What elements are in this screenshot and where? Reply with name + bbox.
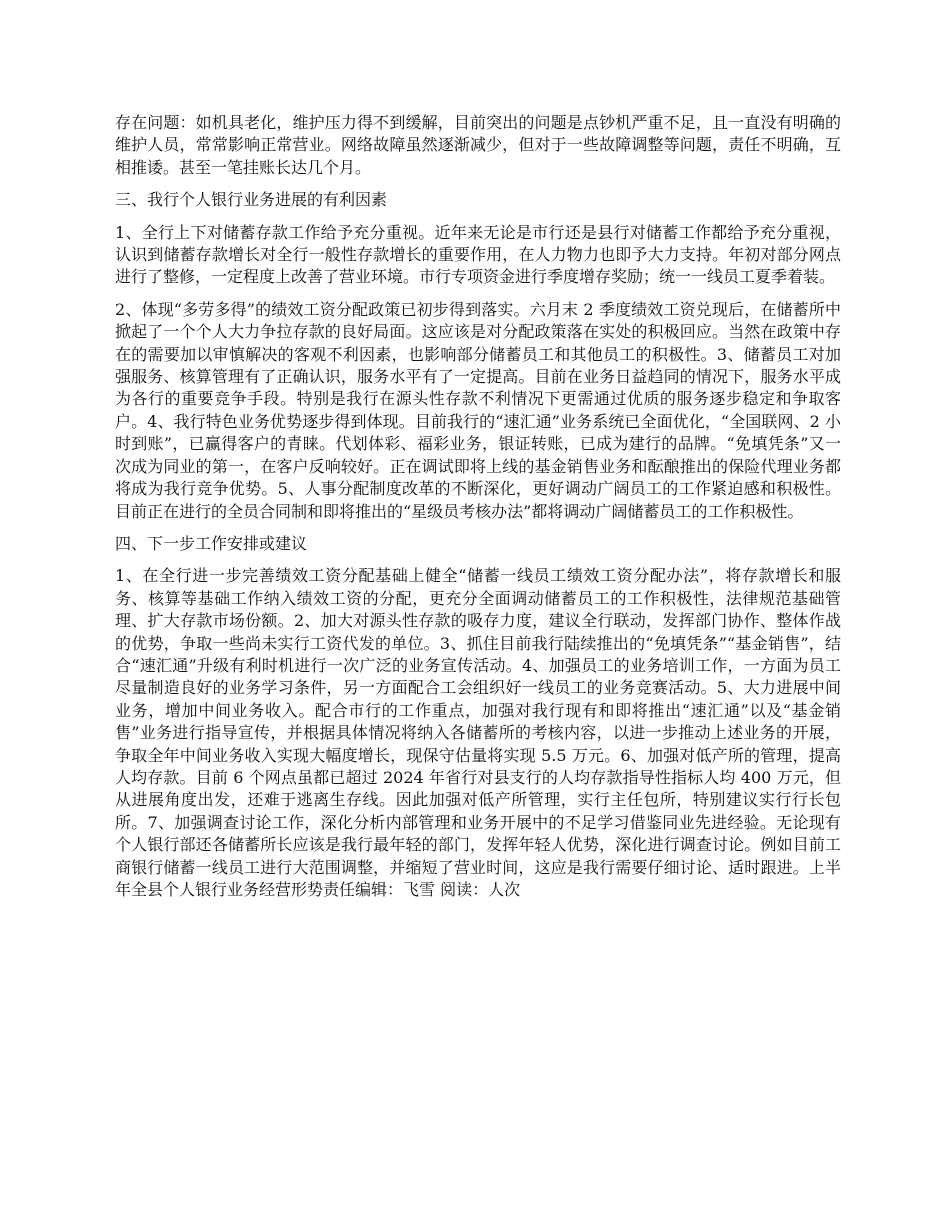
section-heading-next-steps: 四、下一步工作安排或建议 bbox=[115, 533, 308, 553]
section-heading-favorable-factors: 三、我行个人银行业务进展的有利因素 bbox=[115, 190, 388, 210]
paragraph-existing-problems: 存在问题：如机具老化，维护压力得不到缓解，目前突出的问题是点钞机严重不足，且一直没有明确的维护人员，常常影响正常营业。网络故障虽然逐渐减少，但对于一些故障调整等问题，责任不明确，互相推诿。甚至一笔挂账长达几个月。 bbox=[115, 113, 841, 177]
paragraph-favorable-factors-2-5: 2、体现“多劳多得”的绩效工资分配政策已初步得到落实。六月末 2 季度绩效工资兑现后，在储蓄所中掀起了一个个人大力争拉存款的良好局面。这应该是对分配政策落在实处的积极回应。当然在政策中存在的需要加以审慎解决的客观不利因素，也影响部分储蓄员工和其他员工的积极性。3、储蓄员工对加强服务、核算管理有了正确认识，服务水平有了一定提高。目前在业务日益趋同的情况下，服务水平成为各行的重要竞争手段。特别是我行在源头性存款不利情况下更需通过优质的服务逐步稳定和争取客户。4、我行特色业务优势逐步得到体现。目前我行的“速汇通”业务系统已全面优化，“全国联网、2 小时到账”，已赢得客户的青睐。代划体彩、福彩业务，银证转账，已成为建行的品牌。“免填凭条”又一次成为同业的第一，在客户反响较好。正在调试即将上线的基金销售业务和酝酿推出的保险代理业务都将成为我行竞争优势。5、人事分配制度改革的不断深化，更好调动广阔员工的工作紧迫感和积极性。目前正在进行的全员合同制和即将推出的“星级员考核办法”都将调动广阔储蓄员工的工作积极性。 bbox=[115, 299, 841, 521]
paragraph-next-steps: 1、在全行进一步完善绩效工资分配基础上健全“储蓄一线员工绩效工资分配办法”，将存款增长和服务、核算等基础工作纳入绩效工资的分配，更充分全面调动储蓄员工的工作积极性，法律规范基础管理、扩大存款市场份额。2、加大对源头性存款的吸存力度，建议全行联动，发挥部门协作、整体作战的优势，争取一些尚未实行工资代发的单位。3、抓住目前我行陆续推出的“免填凭条”“基金销售”，结合“速汇通”升级有利时机进行一次广泛的业务宣传活动。4、加强员工的业务培训工作，一方面为员工尽量制造良好的业务学习条件，另一方面配合工会组织好一线员工的业务竞赛活动。5、大力进展中间业务，增加中间业务收入。配合市行的工作重点，加强对我行现有和即将推出“速汇通”以及“基金销售”业务进行指导宣传，并根据具体情况将纳入各储蓄所的考核内容，以进一步推动上述业务的开展，争取全年中间业务收入实现大幅度增长，现保守估量将实现 5.5 万元。6、加强对低产所的管理，提高人均存款。目前 6 个网点虽都已超过 2024 年省行对县支行的人均存款指导性指标人均 400 万元，但从进展角度出发，还难于逃离生存线。因此加强对低产所管理，实行主任包所，特别建议实行行长包所。7、加强调查讨论工作，深化分析内部管理和业务开展中的不足学习借鉴同业先进经验。无论现有个人银行部还各储蓄所长应该是我行最年轻的部门，发挥年轻人优势，深化进行调查讨论。例如目前工商银行储蓄一线员工进行大范围调整，并缩短了营业时间，这应是我行需要仔细讨论、适时跟进。上半年全县个人银行业务经营形势责任编辑：飞雪 阅读：人次 bbox=[115, 566, 841, 899]
paragraph-favorable-factor-1: 1、全行上下对储蓄存款工作给予充分重视。近年来无论是市行还是县行对储蓄工作都给予充分重视，认识到储蓄存款增长对全行一般性存款增长的重要作用，在人力物力也即予大力支持。年初对部分网点进行了整修，一定程度上改善了营业环境。市行专项资金进行季度增存奖励；统一一线员工夏季着装。 bbox=[115, 222, 841, 287]
document-body bbox=[115, 112, 841, 911]
